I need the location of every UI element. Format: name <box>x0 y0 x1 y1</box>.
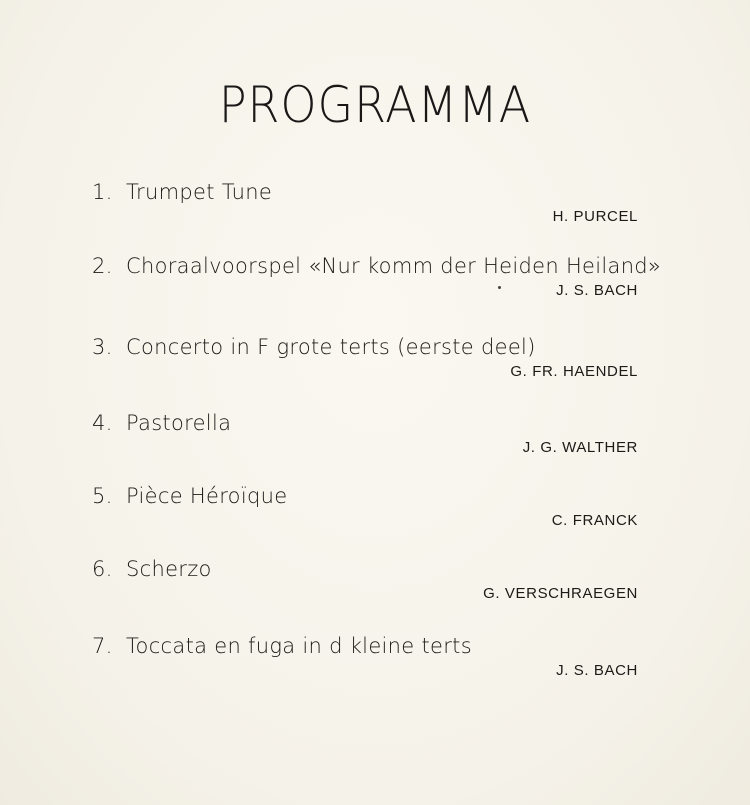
item-title: Pièce Héroïque <box>126 484 288 508</box>
item-title-line <box>92 555 638 583</box>
item-title: Choraalvoorspel «Nur komm der Heiden Heiland» <box>126 254 662 278</box>
item-composer: C. FRANCK <box>551 512 638 529</box>
program-item <box>92 252 662 299</box>
program-item <box>92 632 638 679</box>
item-number: 2. <box>92 254 113 278</box>
item-title: Trumpet Tune <box>126 180 273 204</box>
program-item <box>92 409 638 456</box>
page-title: PROGRAMMA <box>218 76 532 134</box>
item-composer: G. VERSCHRAEGEN <box>483 585 638 602</box>
program-item <box>92 482 638 529</box>
item-title: Pastorella <box>126 411 232 435</box>
item-number: 5. <box>92 484 113 508</box>
item-number: 4. <box>92 411 113 435</box>
item-number: 6. <box>92 557 113 581</box>
item-number: 3. <box>92 335 113 359</box>
program-item <box>92 555 638 602</box>
item-composer: J. S. BACH <box>556 282 638 299</box>
item-title-line <box>92 632 638 660</box>
item-title-line <box>92 409 638 437</box>
item-title-line <box>92 178 638 206</box>
item-title: Concerto in F grote terts (eerste deel) <box>126 335 536 359</box>
program-item <box>92 333 638 380</box>
item-title-line <box>92 333 638 361</box>
item-title-line <box>92 252 662 280</box>
item-composer: G. FR. HAENDEL <box>510 363 638 380</box>
ink-speck <box>498 286 501 289</box>
item-title: Toccata en fuga in d kleine terts <box>126 634 472 658</box>
item-number: 7. <box>92 634 113 658</box>
program-item <box>92 178 638 225</box>
item-composer: J. G. WALTHER <box>522 439 638 456</box>
item-composer: J. S. BACH <box>556 662 638 679</box>
item-title: Scherzo <box>126 557 212 581</box>
item-composer: H. PURCEL <box>552 208 638 225</box>
item-title-line <box>92 482 638 510</box>
item-number: 1. <box>92 180 113 204</box>
